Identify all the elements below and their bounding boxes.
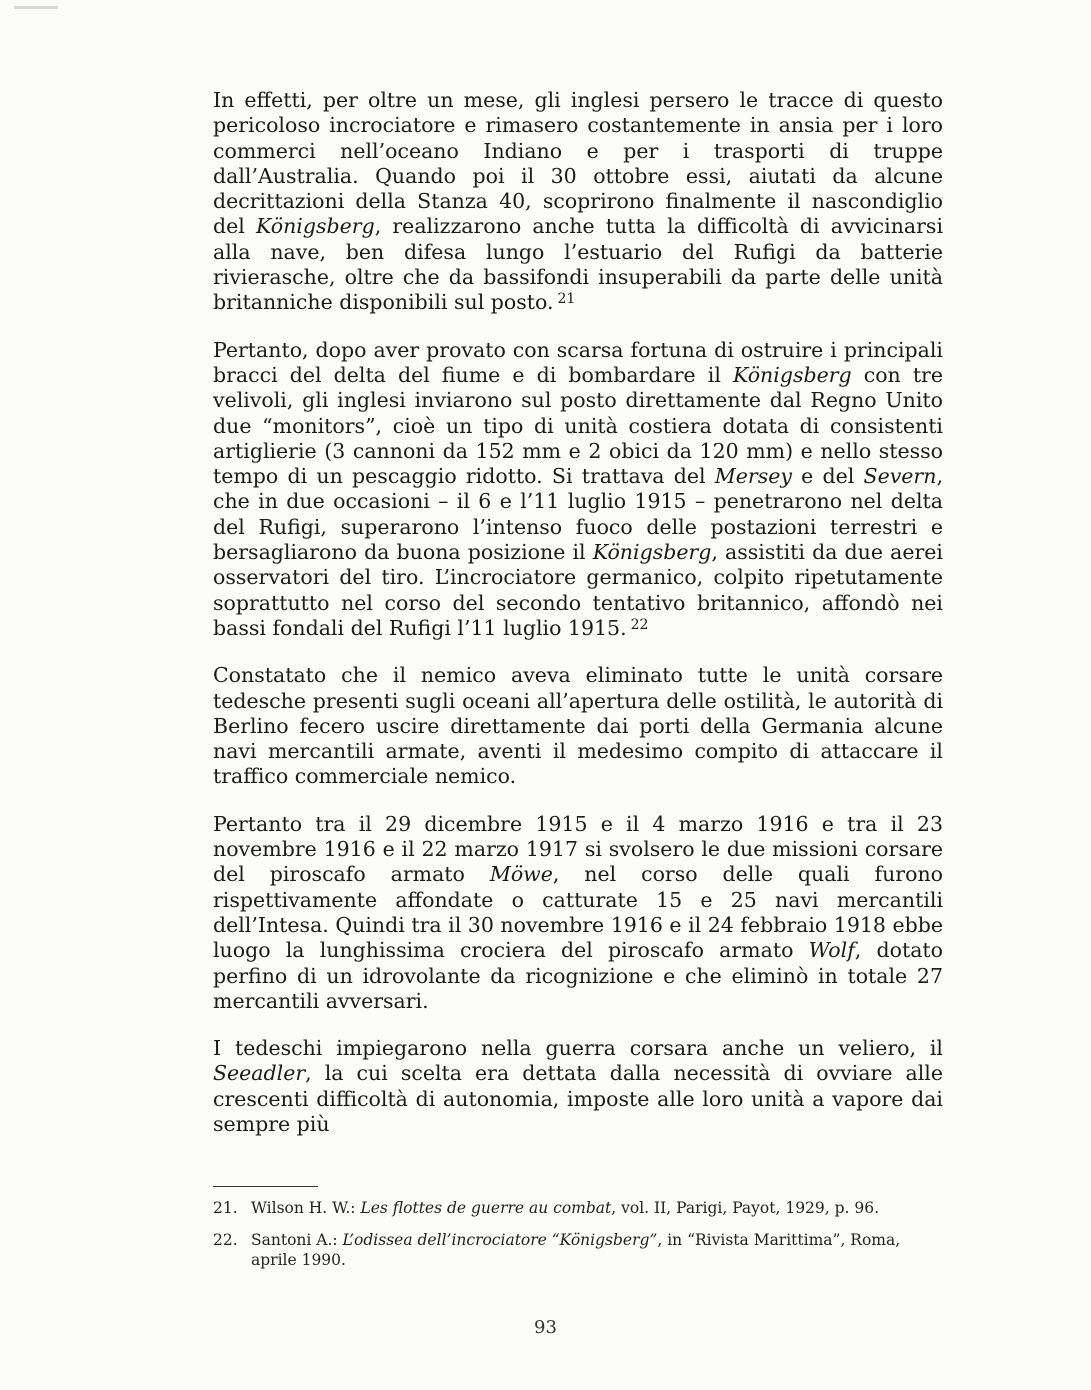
- ship-name: Wolf: [808, 938, 855, 963]
- footnote-title: Les flottes de guerre au combat: [360, 1199, 612, 1217]
- ship-name: Mersey: [714, 464, 792, 489]
- paragraph-2: Pertanto, dopo aver provato con scarsa fortuna di ostruire i principali bracci del delta del fiume e di bombardare il Königsberg con tre velivoli, gli inglesi inviarono sul posto direttamente dal Regno Unito due “monitors”, cioè un tipo di unità costiera dotata di consistenti artiglierie (3 cannoni da 152 mm e 2 obici da 120 mm) e nello stesso tempo di un pescaggio ridotto. Si trattava del Mersey e del Severn, che in due occasioni – il 6 e l’11 luglio 1915 – penetrarono nel delta del Rufigi, superarono l’intenso fuoco delle postazioni terrestri e bersagliarono da buona posizione il Königsberg, assistiti da due aerei osservatori del tiro. L’incrociatore germanico, colpito ripetutamente soprattutto nel corso del secondo tentativo britannico, affondò nei bassi fondali del Rufigi l’11 luglio 1915. $^{22}$: [213, 337, 943, 640]
- footnote-ref-21[interactable]: 21: [557, 291, 576, 308]
- scan-edge-mark: [14, 6, 58, 9]
- paragraph-5: I tedeschi impiegarono nella guerra corsara anche un veliero, il Seeadler, la cui scelta era dettata dalla necessità di ovviare alle crescenti difficoltà di autonomia, imposte alle loro unità a vapore dai sempre più: [213, 1036, 943, 1136]
- ship-name: Königsberg: [732, 362, 852, 387]
- ship-name: Königsberg: [592, 540, 712, 565]
- footnote-separator: [213, 1186, 318, 1187]
- footnote-22: 22. Santoni A.: L’odissea dell’incrociatore “Königsberg”, in “Rivista Marittima”, Roma, aprile 1990.: [213, 1231, 901, 1269]
- page-number: 93: [534, 1317, 557, 1338]
- ship-name: Severn: [863, 464, 937, 489]
- paragraph-4: Pertanto tra il 29 dicembre 1915 e il 4 marzo 1916 e tra il 23 novembre 1916 e il 22 marzo 1917 si svolsero le due missioni corsare del piroscafo armato Möwe, nel corso delle quali furono rispettivamente affondate o catturate 15 e 25 navi mercantili dell’Intesa. Quindi tra il 30 novembre 1916 e il 24 febbraio 1918 ebbe luogo la lunghissima crociera del piroscafo armato Wolf, dotato perfino di un idrovolante da ricognizione e che eliminò in totale 27 mercantili avversari.: [213, 811, 944, 1013]
- footnotes: [213, 1198, 943, 1282]
- footnote-title: L’odissea dell’incrociatore “Königsberg”: [342, 1231, 658, 1249]
- paragraph-3: Constatato che il nemico aveva eliminato tutte le unità corsare tedesche presenti sugli oceani all’apertura delle ostilità, le autorità di Berlino fecero uscire direttamente dai porti della Germania alcune navi mercantili armate, aventi il medesimo compito di attaccare il traffico commerciale nemico.: [213, 663, 943, 789]
- footnote-ref-22[interactable]: 22: [630, 616, 649, 633]
- body-text: [213, 88, 943, 1159]
- footnote-21: 21. Wilson H. W.: Les flottes de guerre au combat, vol. II, Parigi, Payot, 1929, p. 96.: [213, 1199, 880, 1217]
- footnote-number: 21.: [213, 1199, 238, 1217]
- footnote-number: 22.: [213, 1231, 238, 1249]
- paragraph-1: In effetti, per oltre un mese, gli inglesi persero le tracce di questo pericoloso incrociatore e rimasero costantemente in ansia per i loro commerci nell’oceano Indiano e per i trasporti di truppe dall’Australia. Quando poi il 30 ottobre essi, aiutati da alcune decrittazioni della Stanza 40, scoprirono finalmente il nascondiglio del Königsberg, realizzarono anche tutta la difficoltà di avvicinarsi alla nave, ben difesa lungo l’estuario del Rufigi da batterie rivierasche, oltre che da bassifondi insuperabili da parte delle unità britanniche disponibili sul posto. $^{21}$: [213, 88, 943, 315]
- ship-name: Königsberg: [256, 214, 375, 239]
- ship-name: Möwe: [489, 862, 553, 887]
- ship-name: Seeadler: [213, 1061, 306, 1086]
